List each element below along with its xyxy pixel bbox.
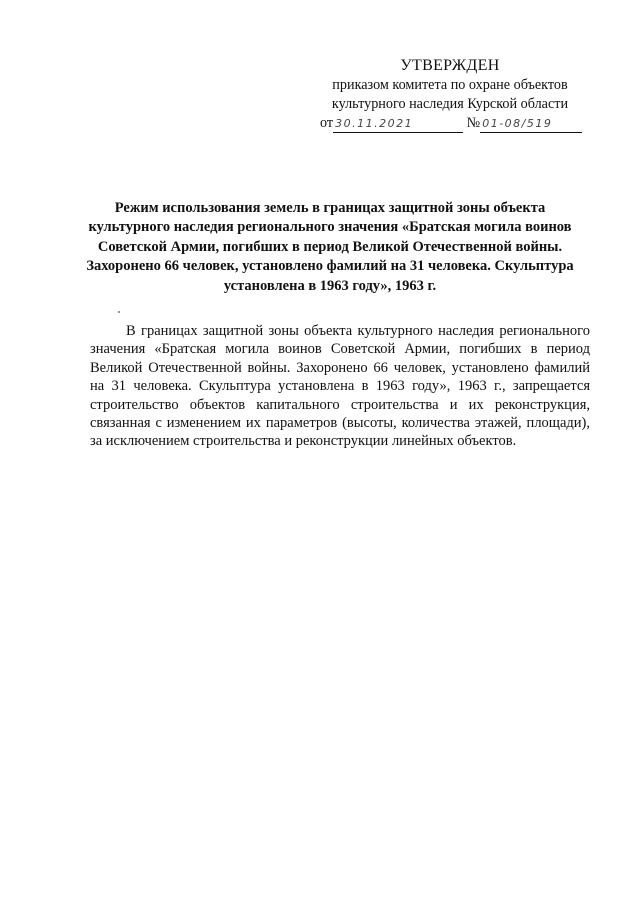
handwritten-number: 01-08/519	[480, 117, 582, 133]
approval-signature-row	[300, 114, 600, 133]
document-heading: Режим использования земель в границах защитной зоны объекта культурного наследия регионального значения «Братская могила воинов Советской Армии, погибших в период Великой Отечественной войны. Захоронено 66 человек, установлено фамилий на 31 человека. Скульптура установлена в 1963 году», 1963 г.	[86, 200, 574, 294]
date-prefix: от	[320, 115, 334, 131]
approval-block	[300, 56, 600, 133]
handwritten-date: 30.11.2021	[333, 117, 463, 133]
number-prefix: №	[466, 115, 481, 131]
document-body-paragraph: В границах защитной зоны объекта культурного наследия регионального значения «Братская могила воинов Советской Армии, погибших в период Великой Отечественной войны. Захоронено 66 человек, установлено фамилий на 31 человека. Скульптура установлена в 1963 году», 1963 г., запрещается строительство объектов капитального строительства и их реконструкция, связанная с изменением их параметров (высоты, количества этажей, площади), за исключением строительства и реконструкции линейных объектов.	[90, 323, 590, 450]
approval-line-1: приказом комитета по охране объектов	[332, 77, 568, 93]
scan-speck	[118, 311, 120, 313]
approval-line-2: культурного наследия Курской области	[331, 96, 569, 112]
approval-title: УТВЕРЖДЕН	[400, 57, 500, 74]
